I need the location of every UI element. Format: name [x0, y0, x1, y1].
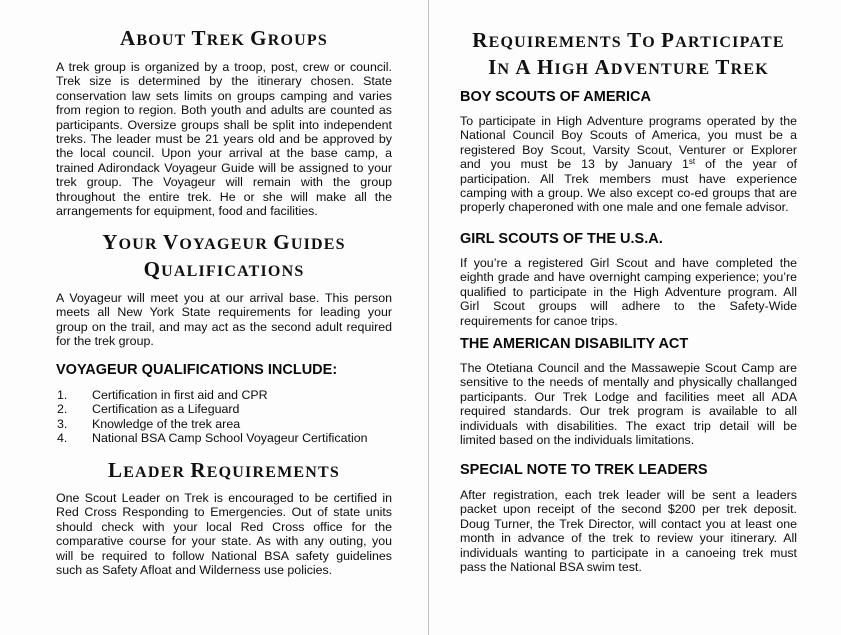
text-line: camping with a group. We also except co-ed groups that are	[460, 185, 797, 200]
text-line: trek group. The Voyageur will remain with the group	[56, 175, 392, 190]
text-line: participation. All Trek members must have experience	[460, 171, 797, 186]
title-initial-letter: V	[162, 230, 180, 254]
text-line: One Scout Leader on Trek is encouraged to be certified in	[56, 491, 392, 505]
qualifications-list	[57, 388, 368, 446]
boy-scouts-paragraph	[460, 114, 797, 215]
list-item	[57, 388, 368, 402]
about-trek-groups-title	[56, 25, 392, 52]
text-line: limited based on the individuals limitations.	[460, 432, 695, 447]
title-initial-letter: P	[661, 28, 676, 52]
text-line: throughout the entire trek. He or she will make all the	[56, 189, 392, 204]
title-initial-letter: A	[120, 26, 137, 50]
title-letters: OYAGEUR	[179, 236, 269, 253]
text-line: The Otetiana Council and the Massawepie Scout Camp are	[460, 361, 797, 375]
text-line: requirements for canoe trips.	[460, 313, 618, 328]
title-line	[56, 256, 392, 283]
text-line: After registration, each trek leader will be sent a leaders	[460, 488, 797, 502]
voyageur-guides-title	[56, 229, 392, 283]
title-initial-letter: G	[250, 26, 268, 50]
list-number: 4.	[57, 431, 68, 446]
title-letters: REK	[730, 61, 769, 78]
list-number: 2.	[57, 402, 68, 417]
text-line	[460, 157, 797, 171]
voyageur-qualifications-heading: VOYAGEUR QUALIFICATIONS INCLUDE:	[56, 362, 338, 378]
title-letters: UALIFICATIONS	[161, 263, 305, 280]
text-line: sensitive to the needs of mentally and physically challanged	[460, 375, 797, 390]
list-text: Certification as a Lifeguard	[92, 402, 240, 417]
text-fragment: and you must be 13 by January 1	[460, 157, 689, 172]
text-line: will be required to follow National BSA safety guidelines	[56, 548, 392, 563]
title-line	[56, 25, 392, 52]
title-letters: UIDES	[290, 236, 346, 253]
text-line: properly chaperoned with one male and one female advisor.	[460, 200, 789, 215]
leader-requirements-paragraph	[56, 491, 392, 577]
list-number: 1.	[57, 388, 68, 402]
title-line	[460, 54, 797, 81]
title-initial-letter: T	[715, 55, 731, 79]
text-line: such as Safety Afloat and Wilderness use policies.	[56, 562, 333, 577]
about-trek-groups-paragraph	[56, 60, 392, 218]
leader-requirements-title	[56, 457, 392, 484]
text-line: Girl Scout groups will adhere to the Safety-Wide	[460, 299, 797, 314]
title-initial-letter: T	[191, 26, 207, 50]
title-initial-letter: H	[536, 55, 555, 79]
list-item	[57, 431, 368, 445]
title-line	[460, 27, 797, 54]
title-line	[56, 229, 392, 256]
text-line: from region to region. Both youth and adults are counted as	[56, 103, 392, 118]
list-number: 3.	[57, 416, 68, 431]
text-line: comparative course for your state. As with any outing, you	[56, 534, 392, 549]
text-line: eighth grade and have overnight camping experience; you’re	[460, 270, 797, 285]
text-line: conservation law sets limits on groups camping and varies	[56, 88, 392, 103]
text-line: the local council. Upon your arrival at the base camp, a	[56, 146, 392, 161]
title-letters: N	[497, 61, 511, 78]
girl-scouts-paragraph	[460, 256, 797, 328]
title-initial-letter: A	[515, 55, 532, 79]
text-line: registered Boy Scout, Varsity Scout, Venturer or Explorer	[460, 142, 797, 157]
text-line: If you’re a registered Girl Scout and have completed the	[460, 256, 797, 270]
text-line: trained Adirondack Voyageur Guide will be assigned to your	[56, 160, 392, 175]
text-line: for the trek group.	[56, 334, 154, 349]
special-note-heading: SPECIAL NOTE TO TREK LEADERS	[460, 462, 708, 478]
fold-divider	[428, 0, 429, 635]
disability-act-heading: THE AMERICAN DISABILITY ACT	[460, 336, 689, 352]
list-text: Knowledge of the trek area	[92, 416, 241, 431]
text-line: packet upon receipt of the second $200 per trek deposit.	[460, 502, 797, 517]
text-line: Doug Turner, the Trek Director, will contact you at least one	[460, 516, 797, 531]
title-initial-letter: G	[273, 230, 291, 254]
text-line: group on the trail, and may act as the second adult required	[56, 319, 392, 334]
text-fragment: of the year of	[695, 157, 798, 172]
title-letters: IGH	[554, 61, 590, 78]
title-letters: ROUPS	[267, 32, 328, 49]
text-line: arrangements for equipment, food and facilities.	[56, 203, 318, 218]
special-note-paragraph	[460, 488, 797, 574]
title-letters: EQUIREMENTS	[488, 34, 622, 51]
disability-act-paragraph	[460, 361, 797, 447]
title-initial-letter: Y	[102, 230, 119, 254]
text-line: pass the National BSA swim test.	[460, 559, 642, 574]
title-letters: REK	[206, 32, 245, 49]
title-initial-letter: A	[594, 55, 611, 79]
ordinal-superscript: st	[688, 157, 696, 167]
text-line: Trek size is determined by the itinerary chosen. State	[56, 74, 392, 89]
title-letters: EQUIREMENTS	[206, 464, 341, 481]
title-letters: BOUT	[136, 32, 187, 49]
list-item	[57, 402, 368, 416]
title-initial-letter: L	[107, 458, 124, 482]
title-letters: DVENTURE	[610, 61, 711, 78]
text-line: individuals wanting to participate in a canoeing trek must	[460, 545, 797, 560]
text-line: National Council Boy Scouts of America, you must be a	[460, 128, 797, 143]
text-line: individuals with disabilities. The exact trip detail will be	[460, 418, 797, 433]
title-initial-letter: R	[472, 28, 489, 52]
title-initial-letter: R	[190, 458, 207, 482]
text-line: Red Cross Responding to Emergencies. Out of state units	[56, 505, 392, 520]
list-item	[57, 417, 368, 431]
text-line: treks. The leader must be 21 years old and be approved by	[56, 131, 392, 146]
list-text: Certification in first aid and CPR	[92, 388, 268, 402]
title-initial-letter: T	[627, 28, 643, 52]
title-initial-letter: Q	[143, 257, 162, 281]
title-initial-letter: I	[488, 55, 498, 79]
title-line	[56, 457, 392, 484]
voyageur-guides-paragraph	[56, 291, 392, 349]
text-line: A Voyageur will meet you at our arrival base. This person	[56, 291, 392, 305]
boy-scouts-heading: BOY SCOUTS OF AMERICA	[460, 89, 651, 105]
title-letters: EADER	[123, 464, 186, 481]
text-line: required standards. Our trek program is available to all	[460, 404, 797, 419]
text-line: participants. Oversize groups shall be split into independent	[56, 117, 392, 132]
title-letters: OUR	[118, 236, 158, 253]
text-line: To participate in High Adventure programs operated by the	[460, 114, 797, 128]
title-letters: ARTICIPATE	[675, 34, 785, 51]
requirements-title	[460, 27, 797, 81]
text-line: participants. Our Trek Lodge and facilities meet all ADA	[460, 389, 797, 404]
girl-scouts-heading: GIRL SCOUTS OF THE U.S.A.	[460, 231, 663, 247]
list-text: National BSA Camp School Voyageur Certification	[92, 431, 368, 446]
title-letters: O	[642, 34, 656, 51]
text-line: should check with your local Red Cross office for the	[56, 519, 392, 534]
text-line: month in advance of the trek to review your itinerary. All	[460, 531, 797, 546]
text-line: qualified to participate in the High Adventure program. All	[460, 284, 797, 299]
text-line: A trek group is organized by a troop, post, crew or council.	[56, 60, 392, 74]
text-line: meets all New York State requirements for leading your	[56, 305, 392, 320]
